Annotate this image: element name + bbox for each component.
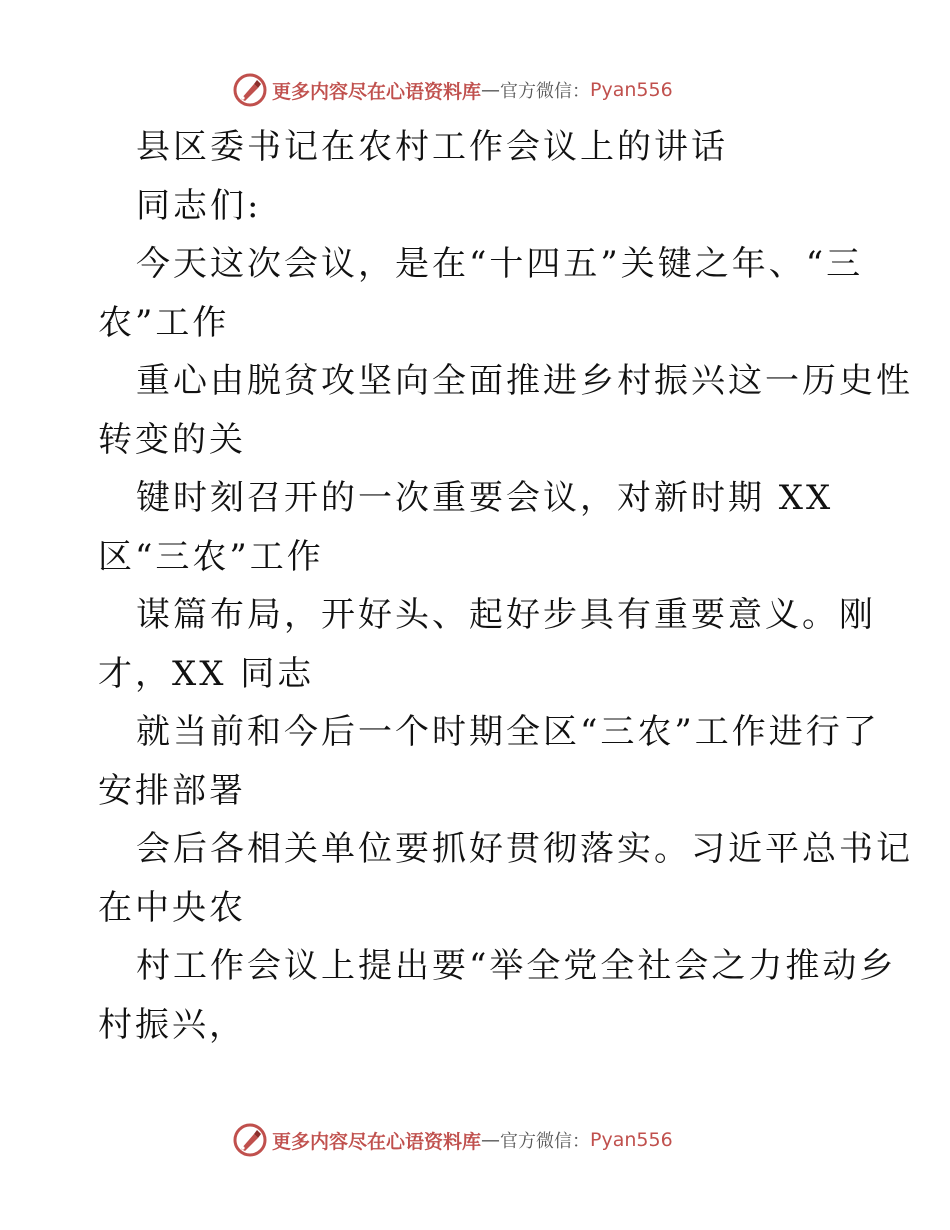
paragraph-line: 重心由脱贫攻坚向全面推进乡村振兴这一历史性 [136,361,913,401]
banner-site-text: 更多内容尽在心语资料库 [272,80,482,103]
paragraph-line: 键时刻召开的一次重要会议，对新时期 XX [136,478,834,518]
paragraph-line: 在中央农 [98,887,246,928]
paragraph-line: 转变的关 [98,419,246,460]
header-watermark-banner [232,70,673,110]
paragraph-line: 就当前和今后一个时期全区“三农”工作进行了 [136,712,880,752]
banner-wechat-id: Pyan556 [590,1129,673,1151]
paragraph-line: 村工作会议上提出要“举全党全社会之力推动乡 [136,946,897,986]
document-body [98,118,913,1054]
banner-site-text: 更多内容尽在心语资料库 [272,1130,482,1153]
paragraph-line: 区“三农”工作 [98,536,324,577]
paragraph-line: 村振兴， [98,1004,246,1045]
paragraph-line: 安排部署 [98,770,246,811]
pen-logo-icon [232,1122,268,1158]
salutation: 同志们: [136,185,262,226]
banner-dash: — [481,1129,501,1151]
pen-logo-icon [232,72,268,108]
paragraph-line: 今天这次会议，是在“十四五”关键之年、“三 [136,244,864,284]
banner-dash: — [481,79,501,101]
paragraph-line: 才，XX 同志 [98,653,315,694]
banner-wechat-id: Pyan556 [590,79,673,101]
banner-wechat-label: 官方微信： [500,1131,591,1152]
banner-wechat-label: 官方微信： [500,81,591,102]
footer-watermark-banner [232,1120,673,1160]
paragraph-line: 谋篇布局，开好头、起好步具有重要意义。刚 [136,595,876,635]
document-title: 县区委书记在农村工作会议上的讲话 [136,127,728,167]
paragraph-line: 会后各相关单位要抓好贯彻落实。习近平总书记 [136,829,913,869]
paragraph-line: 农”工作 [98,302,230,343]
